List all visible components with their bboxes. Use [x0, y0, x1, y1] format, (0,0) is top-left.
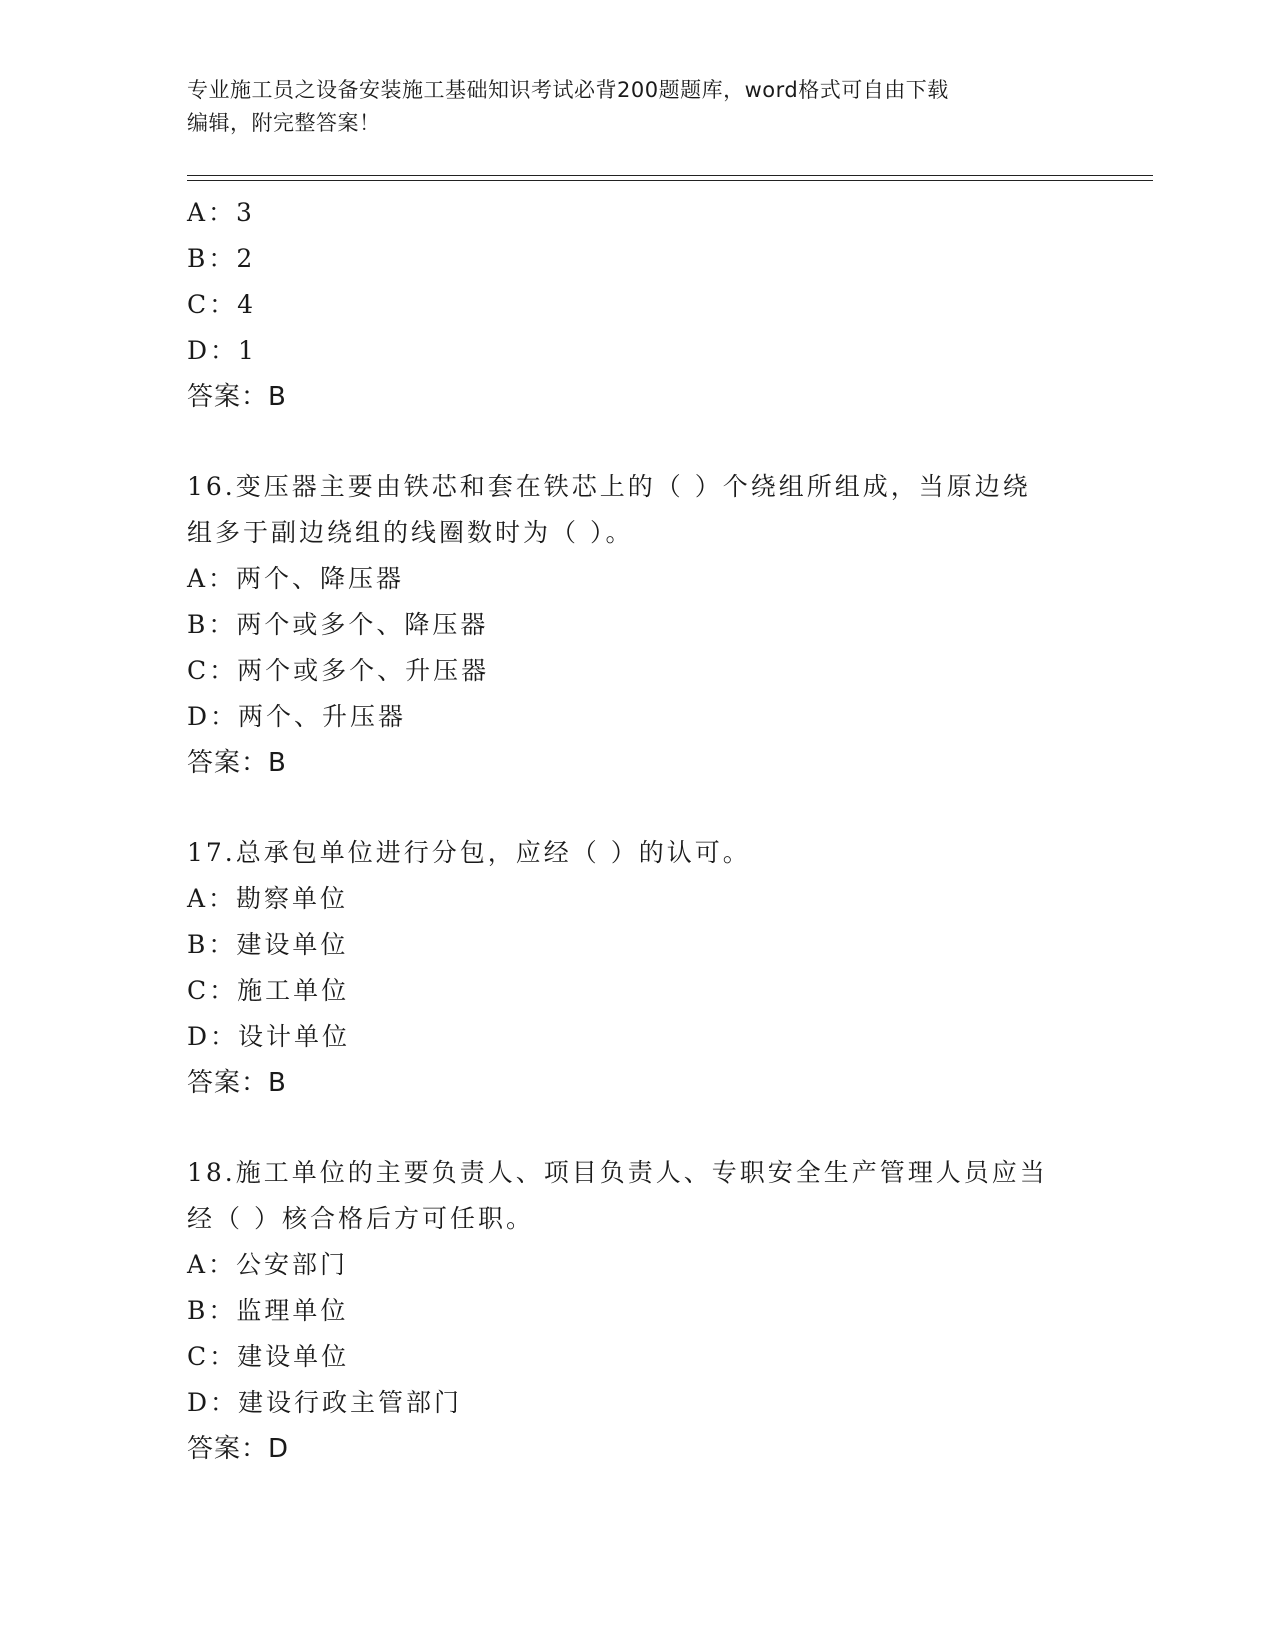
document-header — [187, 74, 1067, 140]
option-b: B：监理单位 — [187, 1296, 349, 1325]
header-line-1: 专业施工员之设备安装施工基础知识考试必背200题题库，word格式可自由下载 — [187, 78, 949, 102]
header-line-2: 编辑，附完整答案！ — [187, 111, 381, 135]
option-a: A：3 — [187, 198, 255, 227]
header-divider-top — [187, 175, 1153, 176]
question-text-line: 17.总承包单位进行分包，应经（ ）的认可。 — [187, 838, 751, 867]
option-d: D：建设行政主管部门 — [187, 1388, 463, 1417]
answer-line: 答案：B — [187, 748, 287, 778]
option-a: A：公安部门 — [187, 1250, 349, 1279]
answer-line: 答案：D — [187, 1434, 290, 1464]
option-b: B：2 — [187, 244, 256, 273]
header-divider-bottom — [187, 180, 1153, 181]
question-block-prev — [187, 190, 1087, 420]
answer-line: 答案：B — [187, 1068, 287, 1098]
option-b: B：两个或多个、降压器 — [187, 610, 489, 639]
option-c: C：施工单位 — [187, 976, 350, 1005]
option-d: D：设计单位 — [187, 1022, 351, 1051]
option-c: C：两个或多个、升压器 — [187, 656, 490, 685]
question-block-16 — [187, 464, 1087, 786]
question-block-17 — [187, 830, 1087, 1106]
answer-line: 答案：B — [187, 382, 287, 412]
question-text-line: 18.施工单位的主要负责人、项目负责人、专职安全生产管理人员应当 — [187, 1158, 1048, 1187]
option-c: C：4 — [187, 290, 257, 319]
option-a: A：勘察单位 — [187, 884, 349, 913]
option-b: B：建设单位 — [187, 930, 349, 959]
option-d: D：两个、升压器 — [187, 702, 407, 731]
question-block-18 — [187, 1150, 1087, 1472]
option-c: C：建设单位 — [187, 1342, 350, 1371]
question-text-line: 经（ ）核合格后方可任职。 — [187, 1204, 534, 1233]
option-d: D：1 — [187, 336, 257, 365]
question-list — [187, 190, 1087, 1472]
question-text-line: 16.变压器主要由铁芯和套在铁芯上的（ ）个绕组所组成，当原边绕 — [187, 472, 1031, 501]
question-text-line: 组多于副边绕组的线圈数时为（ ）。 — [187, 518, 634, 547]
option-a: A：两个、降压器 — [187, 564, 405, 593]
